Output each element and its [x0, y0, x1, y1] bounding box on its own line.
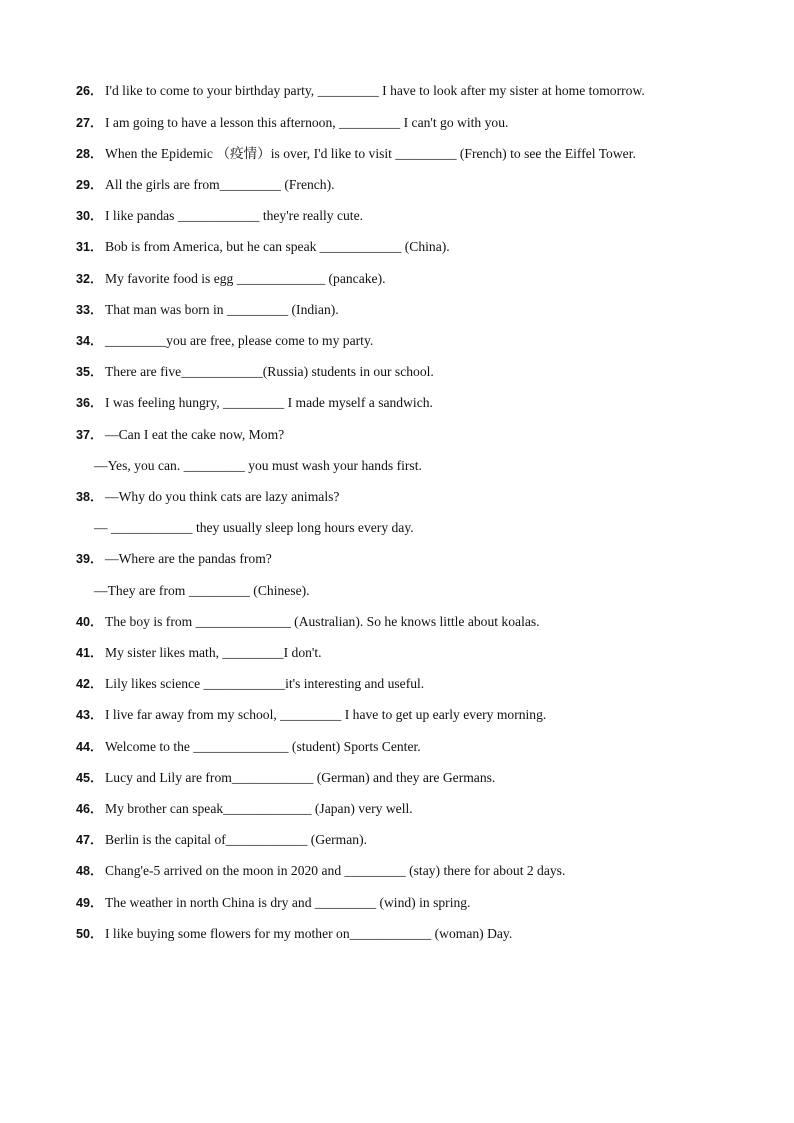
- question-text: I am going to have a lesson this afternoon, _________ I can't go with you.: [105, 115, 509, 130]
- question-32: [76, 268, 756, 290]
- question-number: 29．: [76, 178, 103, 192]
- question-number: 30．: [76, 209, 103, 223]
- question-text: Lily likes science ____________it's interesting and useful.: [105, 676, 425, 691]
- question-text: All the girls are from_________ (French).: [105, 177, 335, 192]
- question-number: 48．: [76, 864, 103, 878]
- question-50: [76, 923, 756, 945]
- question-28: [76, 143, 756, 165]
- question-49: [76, 892, 756, 914]
- question-29: [76, 174, 756, 196]
- question-41: [76, 642, 756, 664]
- question-text: I'd like to come to your birthday party, _________ I have to look after my sister at home tomorrow.: [105, 83, 645, 98]
- question-44: [76, 736, 756, 758]
- question-31: [76, 236, 756, 258]
- question-text: I like buying some flowers for my mother on____________ (woman) Day.: [105, 926, 513, 941]
- question-38: [76, 486, 756, 508]
- question-33: [76, 299, 756, 321]
- question-35: [76, 361, 756, 383]
- question-number: 47．: [76, 833, 103, 847]
- question-48: [76, 860, 756, 882]
- question-number: 33．: [76, 303, 103, 317]
- question-37: [76, 424, 756, 446]
- question-43: [76, 704, 756, 726]
- question-text: —Where are the pandas from?: [105, 551, 272, 566]
- question-45: [76, 767, 756, 789]
- question-text: Chang'e-5 arrived on the moon in 2020 and _________ (stay) there for about 2 days.: [105, 863, 566, 878]
- question-text: There are five____________(Russia) students in our school.: [105, 364, 434, 379]
- question-text: The weather in north China is dry and _________ (wind) in spring.: [105, 895, 471, 910]
- question-text: —Why do you think cats are lazy animals?: [105, 489, 340, 504]
- question-number: 32．: [76, 272, 103, 286]
- question-text: Berlin is the capital of____________ (German).: [105, 832, 367, 847]
- question-number: 31．: [76, 240, 103, 254]
- question-37-answer-line: —Yes, you can. _________ you must wash your hands first.: [94, 458, 422, 473]
- question-number: 43．: [76, 708, 103, 722]
- question-40: [76, 611, 756, 633]
- question-text: Lucy and Lily are from____________ (German) and they are Germans.: [105, 770, 496, 785]
- question-number: 44．: [76, 740, 103, 754]
- question-text: I live far away from my school, _________ I have to get up early every morning.: [105, 707, 547, 722]
- question-text: Welcome to the ______________ (student) Sports Center.: [105, 739, 421, 754]
- question-number: 27．: [76, 116, 103, 130]
- question-38-answer-line: — ____________ they usually sleep long hours every day.: [94, 520, 414, 535]
- question-27: [76, 112, 756, 134]
- question-text: My sister likes math, _________I don't.: [105, 645, 322, 660]
- question-39-answer-line: —They are from _________ (Chinese).: [94, 583, 310, 598]
- question-text: Bob is from America, but he can speak ____________ (China).: [105, 239, 450, 254]
- question-number: 28．: [76, 147, 103, 161]
- question-number: 34．: [76, 334, 103, 348]
- question-text: My brother can speak_____________ (Japan) very well.: [105, 801, 413, 816]
- question-number: 37．: [76, 428, 103, 442]
- question-number: 40．: [76, 615, 103, 629]
- question-text: The boy is from ______________ (Australian). So he knows little about koalas.: [105, 614, 540, 629]
- question-number: 35．: [76, 365, 103, 379]
- question-number: 26．: [76, 84, 103, 98]
- question-47: [76, 829, 756, 851]
- question-text: My favorite food is egg _____________ (pancake).: [105, 271, 386, 286]
- question-46: [76, 798, 756, 820]
- question-text: —Can I eat the cake now, Mom?: [105, 427, 285, 442]
- question-number: 42．: [76, 677, 103, 691]
- question-39: [76, 548, 756, 570]
- question-number: 39．: [76, 552, 103, 566]
- question-number: 36．: [76, 396, 103, 410]
- question-number: 49．: [76, 896, 103, 910]
- question-number: 41．: [76, 646, 103, 660]
- question-36: [76, 392, 756, 414]
- question-text: _________you are free, please come to my party.: [105, 333, 374, 348]
- question-number: 50．: [76, 927, 103, 941]
- question-30: [76, 205, 756, 227]
- question-text: That man was born in _________ (Indian).: [105, 302, 339, 317]
- question-26: [76, 80, 756, 102]
- question-number: 45．: [76, 771, 103, 785]
- question-number: 46．: [76, 802, 103, 816]
- question-42: [76, 673, 756, 695]
- question-text: When the Epidemic （疫情）is over, I'd like to visit _________ (French) to see the Eiffel Tower.: [105, 146, 636, 161]
- question-34: [76, 330, 756, 352]
- question-text: I like pandas ____________ they're really cute.: [105, 208, 364, 223]
- question-text: I was feeling hungry, _________ I made myself a sandwich.: [105, 395, 433, 410]
- question-number: 38．: [76, 490, 103, 504]
